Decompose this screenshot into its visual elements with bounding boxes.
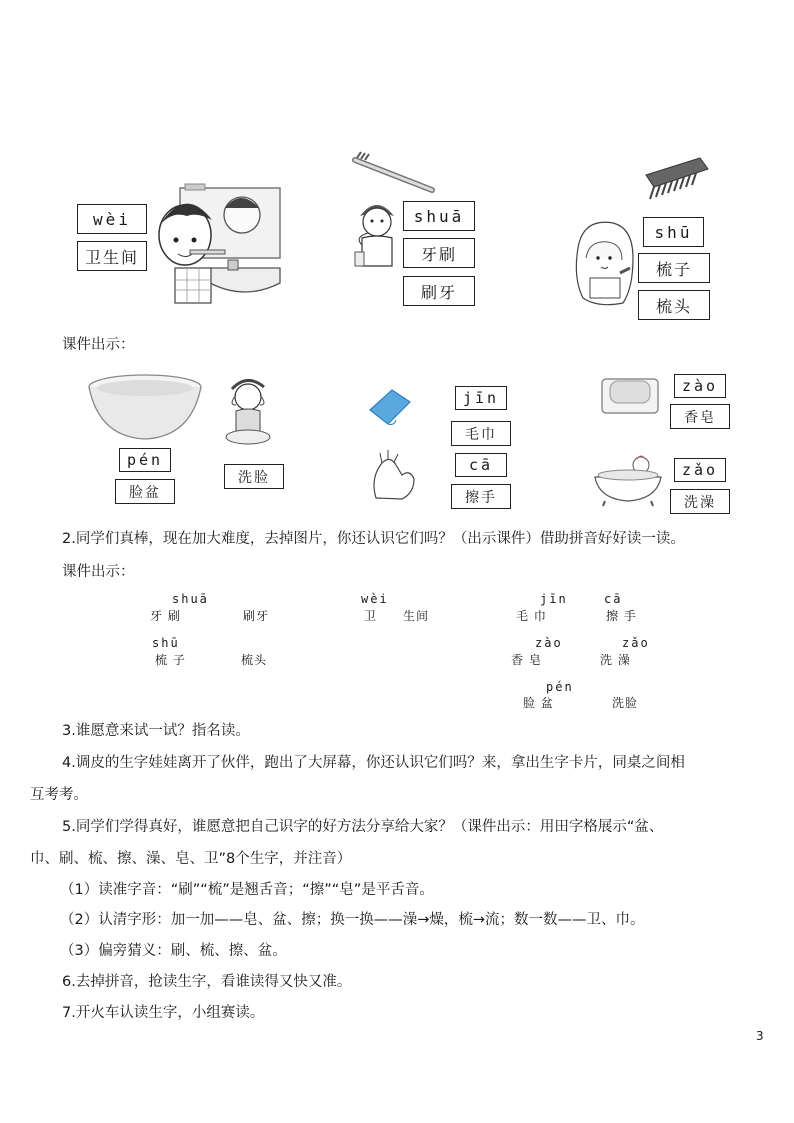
list-item-2: （2）认清字形：加一加——皂、盆、擦；换一换——澡→燥，梳→流；数一数——卫、巾。 <box>60 912 645 928</box>
hands-washing-icon <box>368 448 418 503</box>
paragraph-5-line-2: 巾、刷、梳、擦、澡、皂、卫”8个生字，并注音） <box>30 851 352 867</box>
paragraph-7: 7.开火车认读生字，小组赛读。 <box>62 1005 265 1021</box>
word-card-shuaya: 刷牙 <box>403 276 475 306</box>
paragraph-3: 3.谁愿意来试一试？指名读。 <box>62 723 250 739</box>
table-pinyin-shua: shuā <box>172 592 209 606</box>
washbasin-illustration <box>86 373 204 443</box>
table-word-shuaya: 刷牙 <box>243 609 270 623</box>
table-word-maojin: 毛 巾 <box>516 609 547 623</box>
table-pinyin-zao4: zào <box>535 636 563 650</box>
toothbrush-icon <box>352 150 437 195</box>
table-word-xilian: 洗脸 <box>612 696 639 710</box>
word-card-xizao: 洗澡 <box>670 489 730 514</box>
table-word-shuzi: 梳 子 <box>155 653 186 667</box>
word-card-shutou: 梳头 <box>638 290 710 320</box>
word-card-xilian: 洗脸 <box>224 464 284 489</box>
paragraph-5-line-1: 5.同学们学得真好，谁愿意把自己识字的好方法分享给大家？（课件出示：用田字格展示“盆、 <box>62 819 664 835</box>
paragraph-4-line-1: 4.调皮的生字娃娃离开了伙伴，跑出了大屏幕，你还认识它们吗？来，拿出生字卡片，同桌之间相 <box>62 755 685 771</box>
table-word-lianpen: 脸 盆 <box>523 696 554 710</box>
table-pinyin-ca: cā <box>604 592 623 606</box>
table-word-cashou: 擦 手 <box>606 609 637 623</box>
towel-icon <box>366 388 412 428</box>
word-card-cashou: 擦手 <box>451 484 511 509</box>
table-word-shutou: 梳头 <box>241 653 268 667</box>
word-card-weishengjian: 卫生间 <box>77 241 147 271</box>
pinyin-card-jin: jīn <box>455 386 507 410</box>
word-card-lianpen: 脸盆 <box>115 479 175 504</box>
list-item-3: （3）偏旁猜义：刷、梳、擦、盆。 <box>60 943 287 959</box>
table-word-shengjian: 生间 <box>403 609 430 623</box>
pinyin-card-pen: pén <box>119 448 171 472</box>
pinyin-card-shu: shū <box>643 217 704 247</box>
pinyin-card-zao3: zǎo <box>674 458 726 482</box>
pinyin-card-shua: shuā <box>403 201 475 231</box>
word-card-maojin: 毛巾 <box>451 421 511 446</box>
table-word-yashua: 牙 刷 <box>150 609 181 623</box>
courseware-label-2: 课件出示： <box>62 564 135 580</box>
list-item-1: （1）读准字音：“刷”“梳”是翘舌音；“擦”“皂”是平舌音。 <box>60 882 434 898</box>
boy-washing-face-illustration <box>218 375 280 450</box>
comb-icon <box>640 155 712 205</box>
table-pinyin-pen: pén <box>546 680 574 694</box>
soap-icon <box>600 373 660 415</box>
bathroom-illustration <box>150 180 285 305</box>
page-number: 3 <box>756 1029 765 1043</box>
pinyin-card-wei: wèi <box>77 204 147 234</box>
girl-combing-illustration <box>568 218 638 303</box>
paragraph-4-line-2: 互考考。 <box>30 787 88 803</box>
table-word-xiangzao: 香 皂 <box>511 653 542 667</box>
table-pinyin-zao3: zǎo <box>622 636 650 650</box>
courseware-label: 课件出示： <box>62 337 135 353</box>
table-pinyin-shu: shū <box>152 636 180 650</box>
table-word-xizao: 洗 澡 <box>600 653 631 667</box>
boy-brushing-illustration <box>352 200 402 272</box>
word-card-shuzi: 梳子 <box>638 253 710 283</box>
table-pinyin-wei: wèi <box>361 592 389 606</box>
bathtub-illustration <box>593 453 663 508</box>
table-pinyin-jin: jīn <box>540 592 568 606</box>
pinyin-card-ca: cā <box>455 453 507 477</box>
pinyin-card-zao4: zào <box>674 374 726 398</box>
word-card-xiangzao: 香皂 <box>670 404 730 429</box>
paragraph-6: 6.去掉拼音，抢读生字，看谁读得又快又准。 <box>62 974 352 990</box>
table-word-wei: 卫 <box>364 609 378 623</box>
word-card-yashua: 牙刷 <box>403 238 475 268</box>
paragraph-2: 2.同学们真棒，现在加大难度，去掉图片，你还认识它们吗？（出示课件）借助拼音好好读一读。 <box>62 531 685 547</box>
